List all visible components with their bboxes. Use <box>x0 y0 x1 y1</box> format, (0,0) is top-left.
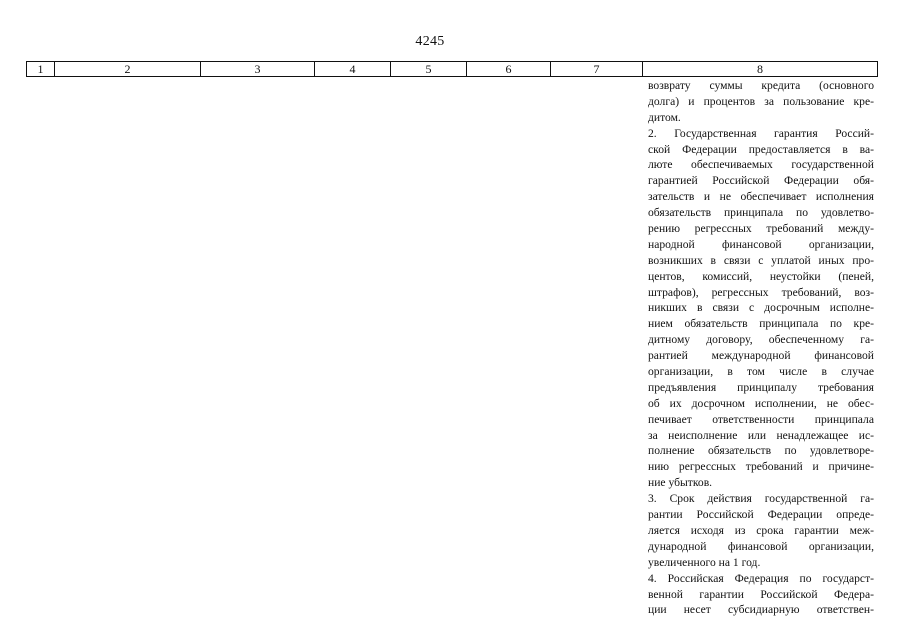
text-line: полнение обязательств по удовлетворе- <box>648 444 874 458</box>
text-line: рантии Российской Федерации опреде- <box>648 508 874 522</box>
text-line: ляется исходя из срока гарантии меж- <box>648 523 874 537</box>
text-line: центов, комиссий, неустойки (пеней, <box>648 269 874 283</box>
text-line: гарантией Российской Федерации обя- <box>648 174 874 188</box>
text-line: 3. Срок действия государственной га- <box>648 492 874 506</box>
text-line: обязательств принципала по удовлетво- <box>648 206 874 220</box>
text-line: ние убытков. <box>648 476 713 490</box>
text-line: печивает ответственности принципала <box>648 412 874 426</box>
text-line: ции несет субсидиарную ответствен- <box>648 603 874 617</box>
column-number-3: 3 <box>201 62 315 77</box>
text-line: возврату суммы кредита (основного <box>648 79 874 92</box>
column-number-7: 7 <box>551 62 643 77</box>
text-line: люте обеспечиваемых государственной <box>648 158 874 172</box>
column-number-2: 2 <box>55 62 201 77</box>
page-number: 4245 <box>415 34 445 49</box>
column-number-8: 8 <box>643 62 878 77</box>
column-number-row <box>27 62 878 77</box>
text-line: 2. Государственная гарантия Россий- <box>648 126 874 140</box>
text-line: рантией международной финансовой <box>648 349 874 363</box>
column-number-4: 4 <box>315 62 391 77</box>
column-number-1: 1 <box>27 62 55 77</box>
text-line: организации, в том числе в случае <box>648 365 874 379</box>
text-line: дународной финансовой организации, <box>648 539 874 553</box>
column-8-text <box>648 78 874 618</box>
text-line: ской Федерации предоставляется в ва- <box>648 142 874 156</box>
text-line: нием обязательств принципала по кре- <box>648 317 874 331</box>
text-line: дитом. <box>648 110 681 124</box>
text-line: долга) и процентов за пользование кре- <box>648 94 874 108</box>
text-line: увеличенного на 1 год. <box>648 555 761 569</box>
text-line: за неисполнение или ненадлежащее ис- <box>648 428 874 442</box>
text-line: рению регрессных требований между- <box>648 222 874 236</box>
text-line: предъявления принципалу требования <box>648 380 874 394</box>
column-number-5: 5 <box>391 62 467 77</box>
text-line: об их досрочном исполнении, не обес- <box>648 396 874 410</box>
text-line: 4. Российская Федерация по государст- <box>648 571 874 585</box>
text-line: дитному договору, обеспеченному га- <box>648 333 874 347</box>
text-line: нию регрессных требований и причине- <box>648 460 874 474</box>
text-line: возникших в связи с уплатой иных про- <box>648 253 874 267</box>
text-line: зательств и не обеспечивает исполнения <box>648 190 874 204</box>
text-line: никших в связи с досрочным исполне- <box>648 301 874 315</box>
column-number-6: 6 <box>467 62 551 77</box>
text-line: штрафов), регрессных требований, воз- <box>648 285 874 299</box>
text-line: народной финансовой организации, <box>648 237 874 251</box>
text-line: венной гарантии Российской Федера- <box>648 587 874 601</box>
column-number-header <box>26 61 878 77</box>
